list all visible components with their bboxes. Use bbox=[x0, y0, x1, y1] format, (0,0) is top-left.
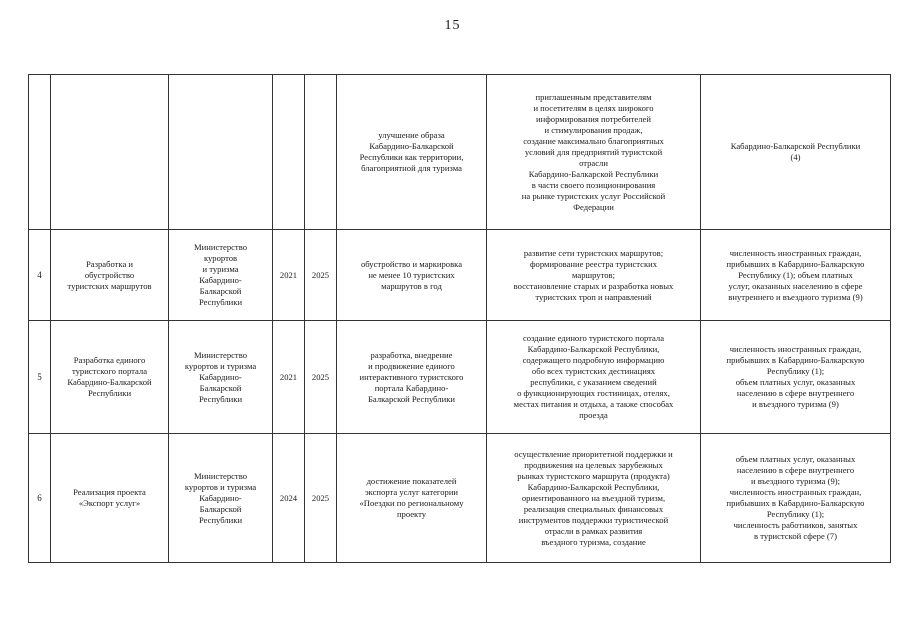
start-year-cell bbox=[273, 75, 305, 230]
start-year-cell: 2024 bbox=[273, 434, 305, 563]
indicator-cell: численность иностранных граждан, прибывших в Кабардино-Балкарскую Республику (1); объем платных услуг, оказанных населению в сфере внутреннего и въездного туризма (9) bbox=[701, 230, 891, 321]
end-year-cell: 2025 bbox=[305, 230, 337, 321]
executor-cell: Министерство курортов и туризма Кабардино- Балкарской Республики bbox=[169, 321, 273, 434]
end-year-cell: 2025 bbox=[305, 321, 337, 434]
row-number-cell: 4 bbox=[29, 230, 51, 321]
result-cell: улучшение образа Кабардино-Балкарской Республики как территории, благоприятной для туризма bbox=[337, 75, 487, 230]
effect-cell: приглашенным представителям и посетителям в целях широкого информирования потребителей и стимулирования продаж, создание максимально благоприятных условий для предприятий туристской отрасли Кабардино-Балкарской Республики в части своего позиционирования на рынке туристских услуг Российской Федерации bbox=[487, 75, 701, 230]
measure-name-cell: Разработка и обустройство туристских маршрутов bbox=[51, 230, 169, 321]
table-row bbox=[29, 230, 891, 321]
executor-cell: Министерство курортов и туризма Кабардино- Балкарской Республики bbox=[169, 230, 273, 321]
measure-name-cell: Разработка единого туристского портала Кабардино-Балкарской Республики bbox=[51, 321, 169, 434]
start-year-cell: 2021 bbox=[273, 230, 305, 321]
result-cell: разработка, внедрение и продвижение единого интерактивного туристского портала Кабардино- Балкарской Республики bbox=[337, 321, 487, 434]
result-cell: достижение показателей экспорта услуг категории «Поездки по региональному проекту bbox=[337, 434, 487, 563]
measure-name-cell: Реализация проекта «Экспорт услуг» bbox=[51, 434, 169, 563]
start-year-cell: 2021 bbox=[273, 321, 305, 434]
page-number: 15 bbox=[444, 18, 461, 33]
indicator-cell: численность иностранных граждан, прибывших в Кабардино-Балкарскую Республику (1); объем платных услуг, оказанных населению в сфере внутреннего и въездного туризма (9) bbox=[701, 321, 891, 434]
table-row bbox=[29, 321, 891, 434]
end-year-cell bbox=[305, 75, 337, 230]
result-cell: обустройство и маркировка не менее 10 туристских маршрутов в год bbox=[337, 230, 487, 321]
effect-cell: осуществление приоритетной поддержки и продвижения на целевых зарубежных рынках туристского маршрута (продукта) Кабардино-Балкарской Республики, ориентированного на въездной туризм, реализация специальных финансовых инструментов поддержки туристической отрасли в рамках развития въездного туризма, создание bbox=[487, 434, 701, 563]
executor-cell: Министерство курортов и туризма Кабардино- Балкарской Республики bbox=[169, 434, 273, 563]
row-number-cell: 5 bbox=[29, 321, 51, 434]
indicator-cell: объем платных услуг, оказанных населению в сфере внутреннего и въездного туризма (9); численность иностранных граждан, прибывших в Кабардино-Балкарскую Республику (1); численность работников, занятых в туристской сфере (7) bbox=[701, 434, 891, 563]
measure-name-cell bbox=[51, 75, 169, 230]
executor-cell bbox=[169, 75, 273, 230]
table-row bbox=[29, 434, 891, 563]
effect-cell: создание единого туристского портала Кабардино-Балкарской Республики, содержащего подробную информацию обо всех туристских дестинациях республики, с указанием сведений о функционирующих гостиницах, отелях, местах питания и отдыха, а также способах проезда bbox=[487, 321, 701, 434]
end-year-cell: 2025 bbox=[305, 434, 337, 563]
effect-cell: развитие сети туристских маршрутов; формирование реестра туристских маршрутов; восстановление старых и разработка новых туристских троп и направлений bbox=[487, 230, 701, 321]
indicator-cell: Кабардино-Балкарской Республики (4) bbox=[701, 75, 891, 230]
measures-table bbox=[28, 74, 891, 563]
row-number-cell: 6 bbox=[29, 434, 51, 563]
table-row bbox=[29, 75, 891, 230]
row-number-cell bbox=[29, 75, 51, 230]
